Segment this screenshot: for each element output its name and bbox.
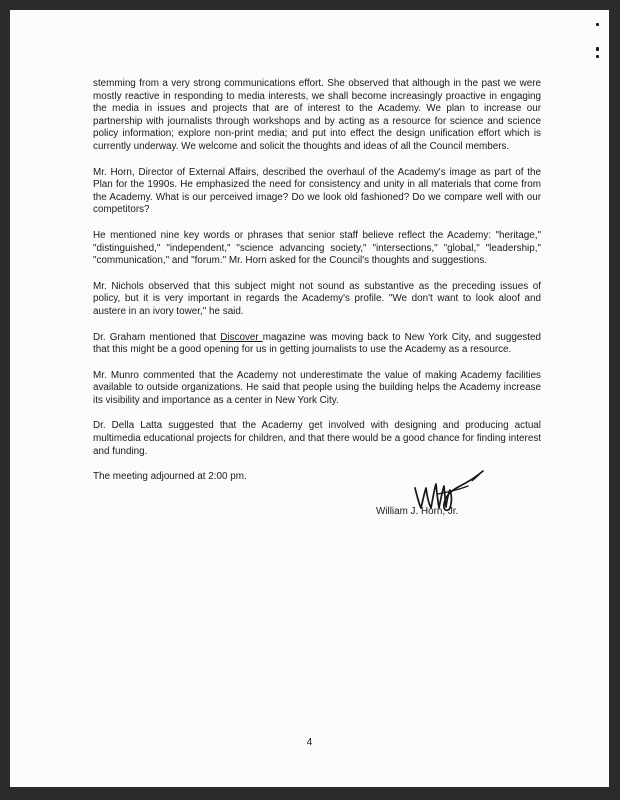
signer-name: William J. Horn, Jr.	[376, 506, 459, 517]
paragraph-academy-image: Mr. Horn, Director of External Affairs, described the overhaul of the Academy's image as part of the Plan for the 1990s. He emphasized the need for consistency and unity in all materials that come from the Academy. What is our perceived image? Do we look old fashioned? Do we compare well with our competitors?	[93, 166, 541, 216]
paragraph-adjourned: The meeting adjourned at 2:00 pm.	[93, 471, 247, 483]
paragraph-communications-effort: stemming from a very strong communications effort. She observed that although in the past we were mostly reactive in responding to media interests, we shall become increasingly proactive in engaging the media in issues and projects that are of interest to the Academy. We plan to increase our partnership with journalists through workshops and by acting as a resource for science and science policy information; explore non-print media; and put into effect the design unification effort which is currently underway. We welcome and solicit the thoughts and ideas of all the Council members.	[93, 78, 541, 152]
magazine-title: Discover	[220, 331, 263, 343]
paragraph-nichols: Mr. Nichols observed that this subject might not sound as substantive as the preceding issues of policy, but it is very important in regards the Academy's profile. "We don't want to look aloof and austere in an ivory tower," he said.	[93, 280, 541, 317]
minutes-body	[93, 78, 541, 484]
paragraph-della-latta: Dr. Della Latta suggested that the Academy get involved with designing and producing actual multimedia educational projects for children, and that there would be a good chance for finding interest and funding.	[93, 420, 541, 457]
paragraph-graham	[93, 332, 541, 357]
edge-mark	[596, 47, 599, 51]
edge-mark	[596, 23, 599, 26]
graham-text-start: Dr. Graham mentioned that	[93, 331, 221, 343]
paragraph-key-words: He mentioned nine key words or phrases that senior staff believe reflect the Academy: "heritage," "distinguished," "independent," "science advancing society," "intersections," "global," "leadership," "communication," and "forum." Mr. Horn asked for the Council's thoughts and suggestions.	[93, 229, 541, 267]
paragraph-munro: Mr. Munro commented that the Academy not underestimate the value of making Academy facilities available to outside organizations. He said that people using the building helps the Academy increase its visibility and importance as a center in New York City.	[93, 369, 541, 406]
document-page	[10, 10, 609, 787]
graham-text-end: magazine was moving back to New York City, and suggested that this might be a good opening for us in getting journalists to use the Academy as a resource.	[93, 331, 541, 356]
edge-mark	[596, 55, 599, 58]
page-number: 4	[306, 737, 313, 748]
